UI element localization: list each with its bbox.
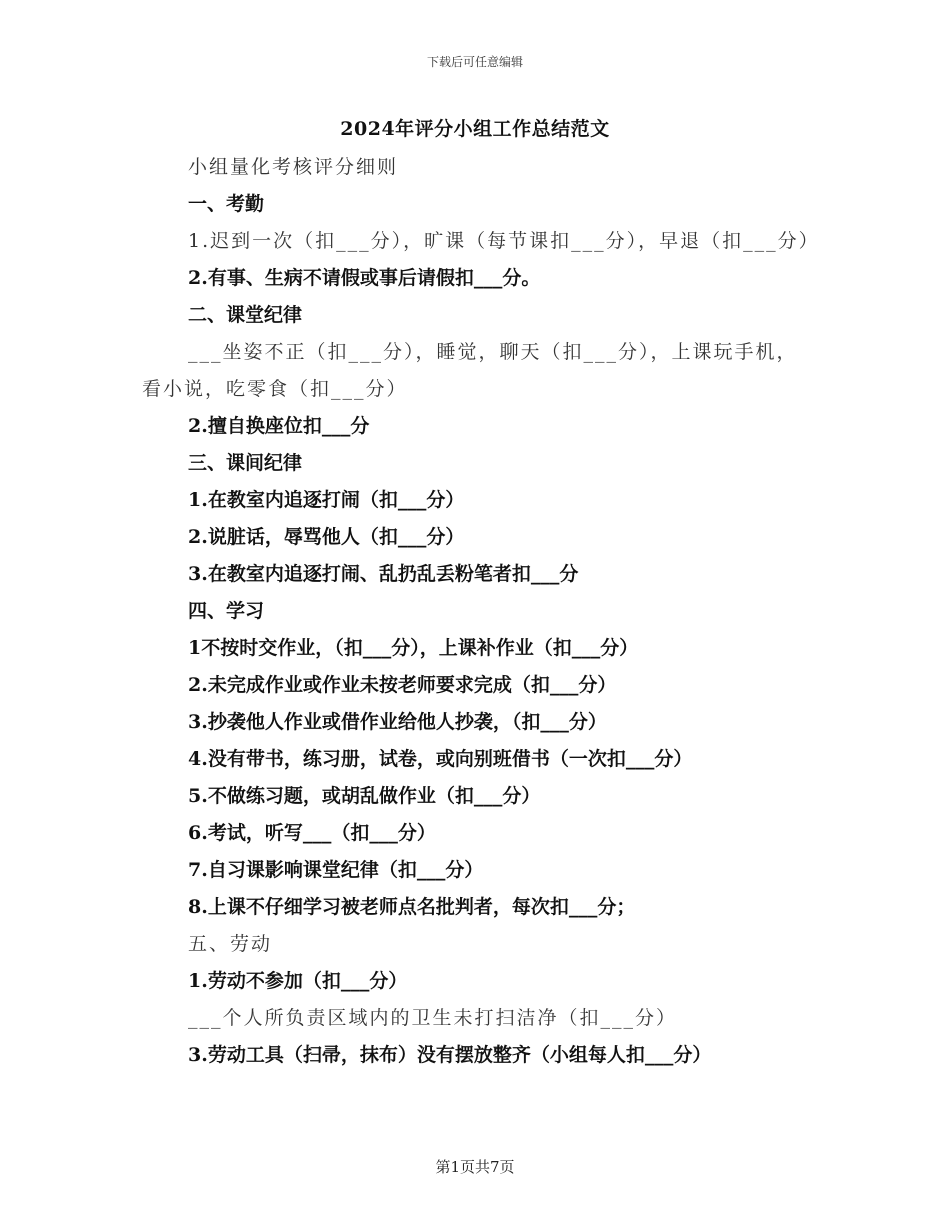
body-line: 4.没有带书，练习册，试卷，或向别班借书（一次扣___分） [188, 748, 693, 770]
body-line: 三、课间纪律 [188, 452, 303, 474]
body-line: 小组量化考核评分细则 [188, 156, 399, 178]
document-body [142, 149, 820, 1074]
body-line: 6.考试，听写___（扣___分） [188, 822, 436, 844]
body-line: 2.擅自换座位扣___分 [188, 415, 370, 437]
body-line: 8.上课不仔细学习被老师点名批判者，每次扣___分； [188, 896, 636, 918]
body-line: 3.劳动工具（扫帚，抹布）没有摆放整齐（小组每人扣___分） [188, 1044, 712, 1066]
body-line: 2.说脏话，辱骂他人（扣___分） [188, 526, 465, 548]
body-line: 7.自习课影响课堂纪律（扣___分） [188, 859, 484, 881]
document-title: 2024年评分小组工作总结范文 [340, 118, 610, 140]
body-line: 5.不做练习题，或胡乱做作业（扣___分） [188, 785, 541, 807]
page-footer: 第1页共7页 [435, 1158, 515, 1176]
body-line: 3.抄袭他人作业或借作业给他人抄袭，（扣___分） [188, 711, 607, 733]
body-line: ___坐姿不正（扣___分），睡觉，聊天（扣___分），上课玩手机，看小说，吃零食（扣___分） [142, 341, 798, 400]
body-line: 2.未完成作业或作业未按老师要求完成（扣___分） [188, 674, 617, 696]
body-line: 2.有事、生病不请假或事后请假扣___分。 [188, 267, 541, 289]
body-line: 1.在教室内追逐打闹（扣___分） [188, 489, 465, 511]
body-line: 3.在教室内追逐打闹、乱扔乱丢粉笔者扣___分 [188, 563, 579, 585]
body-line: 四、学习 [188, 600, 265, 622]
body-line: 1.迟到一次（扣___分），旷课（每节课扣___分），早退（扣___分） [188, 230, 820, 252]
body-line: 五、劳动 [188, 933, 273, 955]
body-line: ___个人所负责区域内的卫生未打扫洁净（扣___分） [188, 1007, 678, 1029]
body-line: 1不按时交作业，（扣___分），上课补作业（扣___分） [188, 637, 639, 659]
page-header: 下载后可任意编辑 [426, 55, 523, 69]
body-line: 1.劳动不参加（扣___分） [188, 970, 408, 992]
body-line: 一、考勤 [188, 193, 265, 215]
body-line: 二、课堂纪律 [188, 304, 303, 326]
